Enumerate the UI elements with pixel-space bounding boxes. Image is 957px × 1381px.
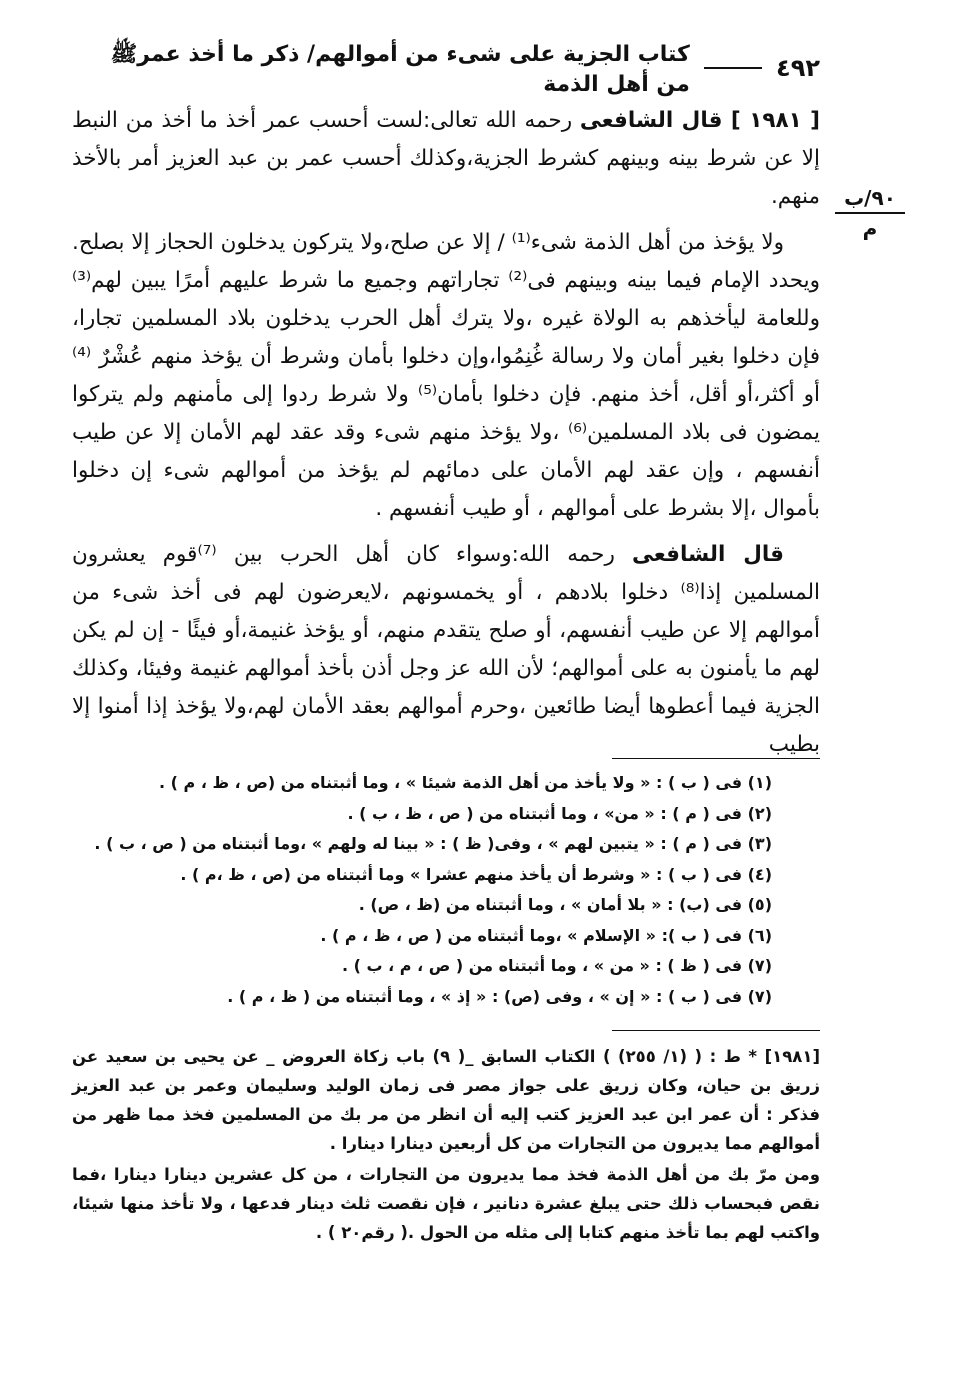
footnote: (٢) فى ( م ) : « من» ، وما أثبتناه من ( ص ، ظ ، ب ) .	[347, 803, 772, 823]
page-number: ٤٩٢	[776, 54, 820, 82]
footnote-divider	[612, 758, 820, 759]
paragraph-1981	[72, 102, 820, 216]
paragraph-text: رحمه الله:وسواء كان أهل الحرب بين ⁽⁷⁾قوم يعشرون المسلمين إذا⁽⁸⁾ دخلوا بلادهم ، أو يخمسونهم ،لايعرضون لهم فى أخذ شىء من أموالهم إلا عن طيب أنفسهم، أو صلح يتقدم منهم، أو يؤخذ غنيمة،أو فيئًا - إن لم يكن لهم ما يأمنون به على أموالهم؛ لأن الله عز وجل أذن بأخذ أموالهم غنيمة وفيئا، وكذلك الجزية فيما أعطوها أيضا طائعين ،وحرم أموالهم بعقد الأمان لهم،ولا يؤخذ إذا أمنوا إلا بطيب	[72, 542, 820, 757]
takhrij-text: ( (١/ ٢٥٥) ) الكتاب السابق _( ٩) باب زكاة العروض _ عن يحيى بن سعيد عن زريق بن حيان، وكان زريق على جواز مصر فى زمان الوليد وسليمان وعمر بن عبد العزيز فذكر : أن عمر ابن عبد العزيز كتب إليه أن انظر من مر بك من المسلمين فخذ مما ظهر من أموالهم مما يديرون من التجارات من كل أربعين دينارا دينارا .	[72, 1047, 820, 1153]
footnote: (١) فى ( ب ) : « ولا يأخذ من أهل الذمة شيئا » ، وما أثبتناه من (ص ، ظ ، م ) .	[159, 773, 772, 792]
paragraph-text: رحمه الله تعالى:لست أحسب عمر أخذ ما أخذ من النبط إلا عن شرط بينه وبينهم كشرط الجزية،وكذلك أحسب عمر بن عبد العزيز أمر بالأخذ منهم.	[72, 108, 820, 209]
takhrij-divider	[612, 1030, 820, 1031]
footnote: (٧) فى ( ب ) : « إن » ، وفى (ص) : « إذ » ، وما أثبتناه من ( ظ ، م ) .	[227, 986, 772, 1006]
paragraph-lead: [ ١٩٨١ ] قال الشافعى	[579, 108, 820, 133]
page-header	[80, 41, 820, 97]
footnote: (٦) فى ( ب ): « الإسلام » ،وما أثبتناه من ( ص ، ظ ، م ) .	[320, 925, 772, 945]
manuscript-folio-note	[835, 186, 905, 240]
paragraph-harb	[72, 536, 820, 764]
takhrij-paragraph: ومن مرّ بك من أهل الذمة فخذ مما يديرون من التجارات ، من كل عشرين دينارا دينارا ،فما نقص فبحساب ذلك حتى يبلغ عشرة دنانير ، فإن نقصت ثلث دينار فدعها ، ولا تأخذ منها شيئا، واكتب لهم بما تأخذ منهم كتابا إلى مثله من الحول .( رقم٢٠ ) .	[72, 1165, 820, 1242]
running-title: كتاب الجزية على شىء من أموالهم/ ذكر ما أخذ عمرﷺ من أهل الذمة	[110, 41, 690, 97]
takhrij-paragraph	[72, 1042, 820, 1158]
main-text	[72, 102, 820, 772]
footnote: (٥) فى (ب) : « بلا أمان » ، وما أثبتناه من (ظ ، ص) .	[358, 895, 772, 914]
takhrij-reference: [١٩٨١] * ط :	[709, 1047, 820, 1066]
footnote: (٧) فى ( ظ ) : « من » ، وما أثبتناه من ( ص ، م ، ب ) .	[341, 956, 772, 975]
footnote: (٤) فى ( ب ) : « وشرط أن يأخذ منهم عشرا » وما أثبتناه من (ص ، ظ ،م ) .	[180, 864, 772, 884]
paragraph-lead: قال الشافعى	[632, 542, 785, 567]
variant-footnotes	[94, 768, 820, 1012]
manuscript-siglum: م	[862, 216, 878, 240]
paragraph-dhimma: ولا يؤخذ من أهل الذمة شىء⁽¹⁾ / إلا عن صلح،ولا يتركون يدخلون الحجاز إلا بصلح. ويحدد الإمام فيما بينه وبينهم فى⁽²⁾ تجاراتهم وجميع ما شرط عليهم أمرًا يبين لهم⁽³⁾ وللعامة ليأخذهم به الولاة غيره ،ولا يترك أهل الحرب يدخلون بلاد المسلمين تجارا، فإن دخلوا بغير أمان ولا رسالة غُنِمُوا،وإن دخلوا بأمان وشرط أن يؤخذ منهم عُشْرٌ ⁽⁴⁾ أو أكثر،أو أقل، أخذ منهم. فإن دخلوا بأمان⁽⁵⁾ ولا شرط ردوا إلى مأمنهم ولم يتركوا يمضون فى بلاد المسلمين⁽⁶⁾ ،ولا يؤخذ منهم شىء وقد عقد لهم الأمان إلا عن طيب أنفسهم ، وإن عقد لهم الأمان على دمائهم لم يؤخذ من أموالهم شىء إن دخلوا بأموال ،إلا بشرط على أموالهم ، أو طيب أنفسهم .	[72, 230, 821, 521]
footnote: (٣) فى ( م ) : « يتبين لهم » ، وفى( ظ ) : « بينا له ولهم » ،وما أثبتناه من ( ص ، ب ) .	[94, 834, 772, 853]
header-divider	[704, 67, 762, 69]
takhrij-notes	[72, 1042, 820, 1249]
folio-reference: ٩٠/ب	[835, 186, 905, 214]
